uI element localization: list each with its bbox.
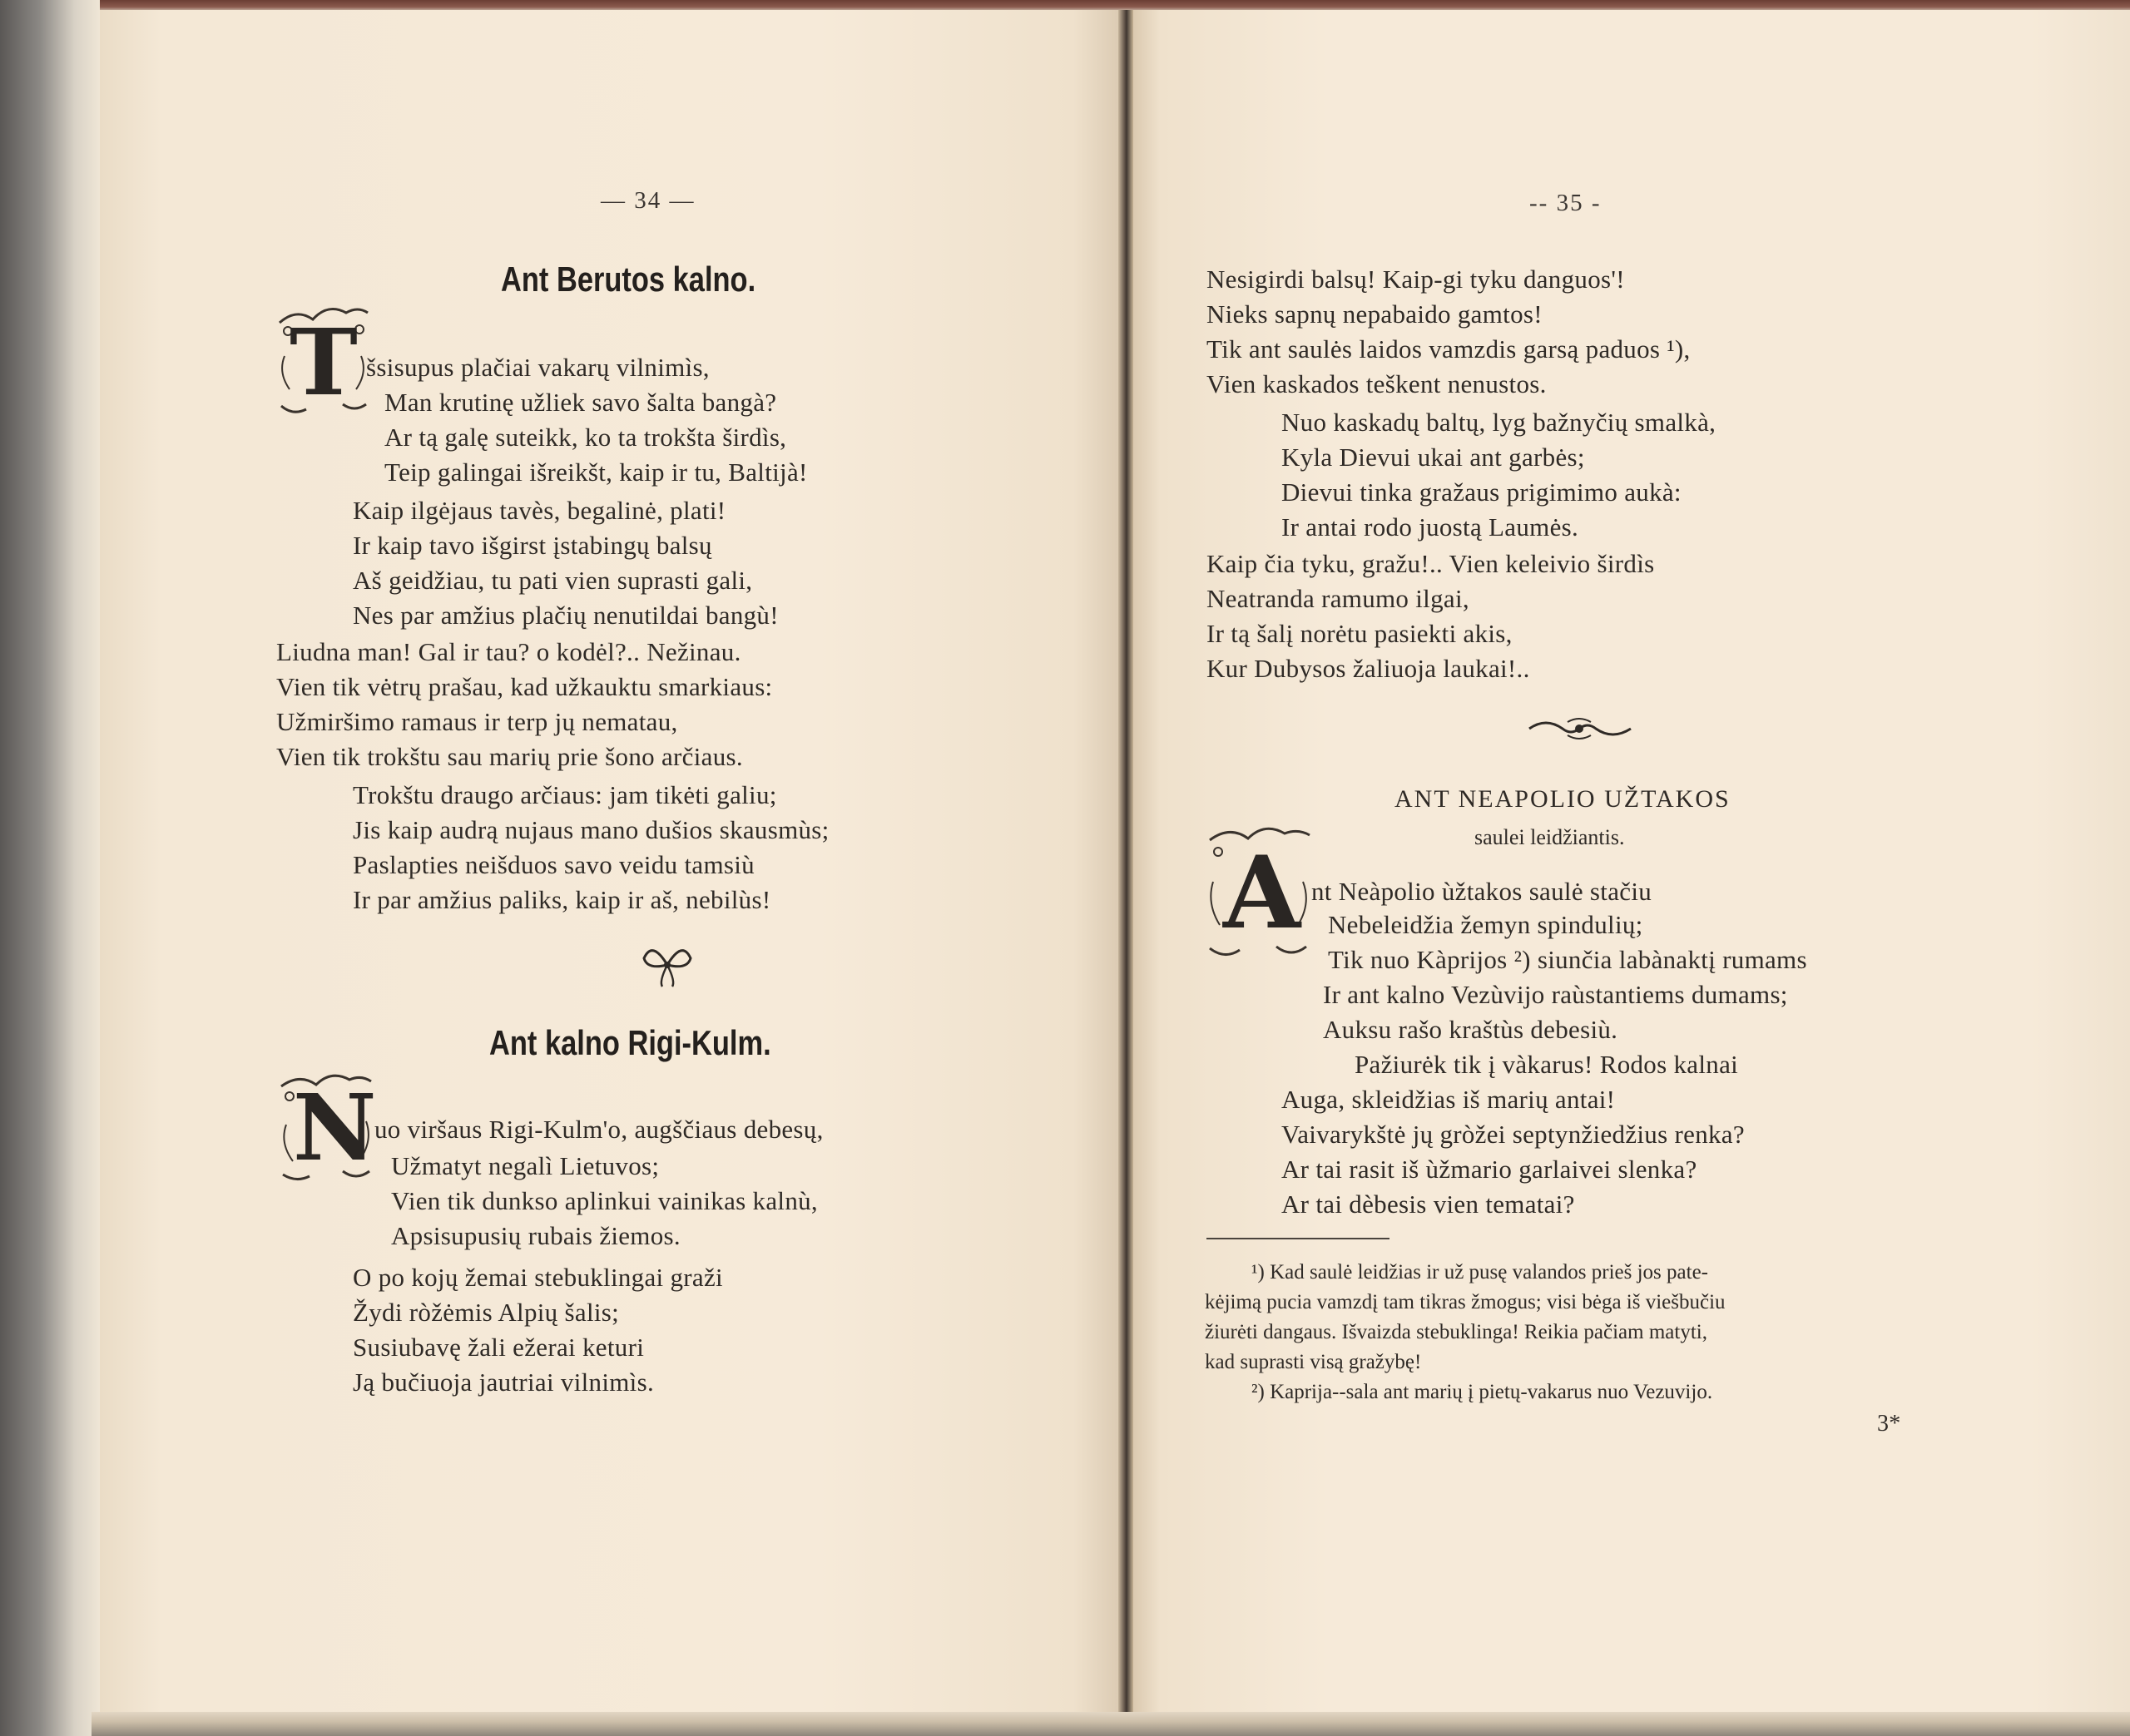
poem-line: Ir antai rodo juostą Laumės. (1281, 512, 1579, 542)
divider-ornament-icon (1526, 714, 1634, 744)
poem-line: Žydi ròžėmis Alpių šalis; (353, 1298, 620, 1327)
poem-title: Ant kalno Rigi-Kulm. (489, 1023, 771, 1062)
poem-line: Ar tai dèbesis vien tematai? (1281, 1189, 1575, 1219)
poem-line: Kur Dubysos žaliuoja laukai!.. (1206, 654, 1530, 683)
footnote-line: ¹) Kad saulė leidžias ir už pusę valandos prieš jos pate- (1251, 1261, 1708, 1283)
poem-title: Ant Berutos kalno. (501, 260, 756, 299)
poem-line: Tik nuo Kàprijos ²) siunčia labànaktį rumams (1328, 945, 1807, 974)
poem-line: Užmatyt negalì Lietuvos; (391, 1151, 660, 1180)
ornamental-initial-t (273, 306, 373, 423)
poem-line: Liudna man! Gal ir tau? o kodėl?.. Nežinau. (276, 637, 741, 666)
footnote-line: žiurėti dangaus. Išvaizda stebuklinga! Reikia pačiam matyti, (1205, 1321, 1707, 1343)
page-number-right: -- 35 - (1529, 190, 1602, 216)
poem-line: Vaivarykštė jų gròžei septynžiedžius renka? (1281, 1120, 1745, 1149)
poem-line: Vien kaskados teškent nenustos. (1206, 369, 1547, 398)
poem-line: Užmiršimo ramaus ir terp jų nematau, (276, 707, 678, 736)
poem-line: Auksu rašo kraštùs debesiù. (1323, 1015, 1618, 1044)
poem-line: Pažiurėk tik į vàkarus! Rodos kalnai (1355, 1050, 1739, 1079)
footnote-line: kad suprasti visą gražybę! (1205, 1351, 1422, 1373)
poem-line: Kaip ilgėjaus tavès, begalinė, plati! (353, 496, 726, 525)
poem-line: Tik ant saulės laidos vamzdis garsą paduos ¹), (1206, 334, 1691, 364)
poem-line: Dievui tinka gražaus prigimimo aukà: (1281, 477, 1682, 507)
footnote-line: ²) Kaprija--sala ant marių į pietų-vakarus nuo Vezuvijo. (1251, 1381, 1713, 1403)
poem-line: Susiubavę žali ežerai keturi (353, 1333, 645, 1362)
poem-line: Ar tai rasit iš ùžmario garlaivei slenka? (1281, 1155, 1697, 1184)
signature-mark: 3* (1877, 1411, 1901, 1437)
book-edge (0, 0, 100, 1736)
poem-line: Teip galingai išreikšt, kaip ir tu, Baltijà! (384, 457, 808, 487)
poem-line: Aš geidžiau, tu pati vien suprasti gali, (353, 566, 753, 595)
poem-line: Nieks sapnų nepabaido gamtos! (1206, 299, 1543, 329)
poem-line: Nes par amžius plačių nenutildai bangù! (353, 601, 779, 630)
poem-line: Vien tik vėtrų prašau, kad užkauktu smarkiaus: (276, 672, 773, 701)
book-bottom-edge (92, 1712, 2130, 1736)
poem-line: Nuo kaskadų baltų, lyg bažnyčių smalkà, (1281, 408, 1716, 437)
initial-letter: A (1223, 834, 1301, 952)
poem-line: Jis kaip audrą nujaus mano dušios skausmùs; (353, 815, 830, 844)
poem-line: Nebeleidžia žemyn spindulių; (1328, 910, 1643, 939)
butterfly-ornament-icon (642, 942, 692, 988)
poem-line: Kaip čia tyku, gražu!.. Vien keleivio širdìs (1206, 549, 1655, 578)
poem-subtitle: saulei leidžiantis. (1474, 825, 1625, 849)
poem-title: ANT NEAPOLIO UŽTAKOS (1394, 785, 1731, 813)
poem-line: Auga, skleidžias iš marių antai! (1281, 1085, 1616, 1114)
poem-line: Ar tą galę suteikk, ko ta trokšta širdìs, (384, 423, 787, 452)
poem-line: Ir kaip tavo išgirst įstabingų balsų (353, 531, 712, 560)
initial-letter: N (293, 1074, 377, 1181)
poem-line: Neatranda ramumo ilgai, (1206, 584, 1469, 613)
poem-line: Ir tą šalį norėtu pasiekti akis, (1206, 619, 1513, 648)
initial-letter: T (290, 309, 358, 416)
ornamental-initial-a (1205, 823, 1313, 965)
poem-line: Kyla Dievui ukai ant garbės; (1281, 443, 1585, 472)
footnote-line: kėjimą pucia vamzdį tam tikras žmogus; visi bėga iš viešbučiu (1205, 1291, 1726, 1313)
poem-line: uo viršaus Rigi-Kulm'o, augščiaus debesų, (374, 1115, 824, 1144)
page-number-left: — 34 — (601, 187, 696, 214)
poem-line: O po kojų žemai stebuklingai graži (353, 1263, 723, 1292)
book-gutter (1118, 10, 1133, 1715)
poem-line: šsisupus plačiai vakarų vilnimìs, (366, 353, 710, 382)
poem-line: Apsisupusių rubais žiemos. (391, 1221, 681, 1250)
poem-line: Vien tik dunkso aplinkui vainikas kalnù, (391, 1186, 818, 1215)
poem-line: Paslapties neišduos savo veidu tamsiù (353, 850, 755, 879)
poem-line: Trokštu draugo arčiaus: jam tikėti galiu; (353, 780, 777, 809)
footnote-rule (1206, 1238, 1389, 1239)
poem-line: nt Neàpolio ùžtakos saulė stačiu (1311, 877, 1652, 906)
ornamental-initial-n (276, 1071, 376, 1188)
poem-line: Ją bučiuoja jautriai vilnimìs. (353, 1368, 654, 1397)
poem-line: Nesigirdi balsų! Kaip-gi tyku danguos'! (1206, 265, 1625, 294)
poem-line: Vien tik trokštu sau marių prie šono arčiaus. (276, 742, 743, 771)
poem-line: Ir par amžius paliks, kaip ir aš, nebilùs! (353, 885, 771, 914)
poem-line: Ir ant kalno Vezùvijo raùstantiems dumams; (1323, 980, 1788, 1009)
poem-line: Man krutinę užliek savo šalta bangà? (384, 388, 777, 417)
